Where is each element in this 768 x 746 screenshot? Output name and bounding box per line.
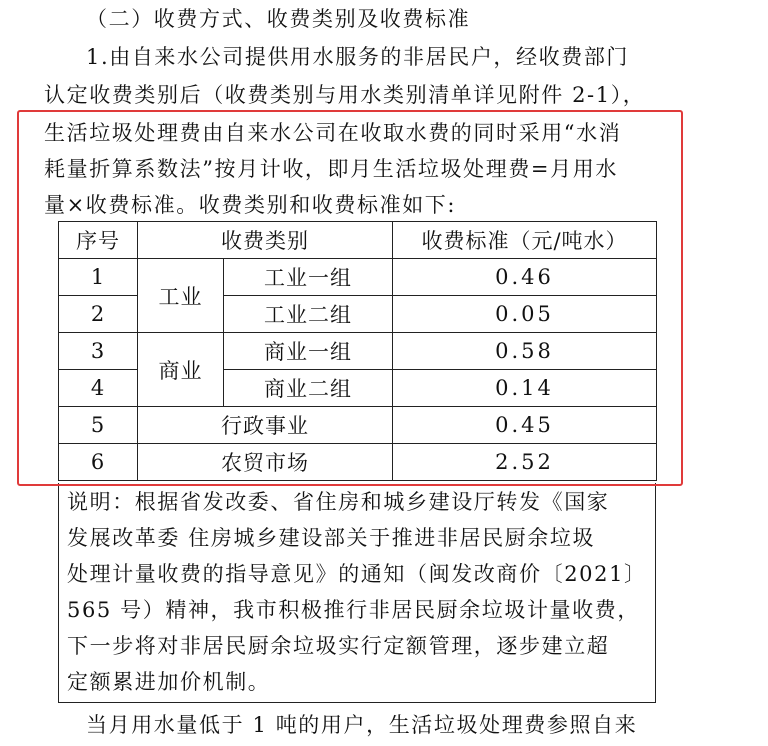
note-line: 处理计量收费的指导意见》的通知（闽发改商价〔2021〕 [67, 562, 647, 586]
paragraph-line: 耗量折算系数法”按月计收，即月生活垃圾处理费=月用水 [44, 157, 618, 181]
header-category: 收费类别 [138, 222, 393, 259]
row-category: 行政事业 [138, 407, 393, 444]
row-rate: 0.45 [393, 407, 657, 444]
row-subcategory: 商业一组 [224, 333, 393, 370]
row-rate: 0.14 [393, 370, 657, 407]
row-no: 6 [59, 444, 138, 481]
group-industry: 工业 [138, 259, 224, 333]
header-rate: 收费标准（元/吨水） [393, 222, 657, 259]
row-subcategory: 工业一组 [224, 259, 393, 296]
row-no: 1 [59, 259, 138, 296]
paragraph-line: 认定收费类别后（收费类别与用水类别清单详见附件 2-1）， [44, 83, 646, 107]
row-subcategory: 工业二组 [224, 296, 393, 333]
note-line: 下一步将对非居民厨余垃圾实行定额管理，逐步建立超 [67, 634, 610, 658]
row-no: 5 [59, 407, 138, 444]
row-no: 2 [59, 296, 138, 333]
note-line: 发展改革委 住房城乡建设部关于推进非居民厨余垃圾 [67, 526, 596, 550]
row-subcategory: 商业二组 [224, 370, 393, 407]
note-line: 565 号）精神，我市积极推行非居民厨余垃圾计量收费， [67, 598, 640, 622]
header-no: 序号 [59, 222, 138, 259]
note-box [58, 483, 656, 703]
row-no: 3 [59, 333, 138, 370]
row-no: 4 [59, 370, 138, 407]
note-line: 说明：根据省发改委、省住房和城乡建设厅转发《国家 [67, 490, 610, 514]
paragraph-line: 量×收费标准。收费类别和收费标准如下: [44, 193, 457, 217]
highlight-box [17, 110, 683, 486]
row-category: 农贸市场 [138, 444, 393, 481]
paragraph-line: 1.由自来水公司提供用水服务的非居民户，经收费部门 [86, 45, 630, 69]
row-rate: 0.58 [393, 333, 657, 370]
row-rate: 2.52 [393, 444, 657, 481]
row-rate: 0.46 [393, 259, 657, 296]
row-rate: 0.05 [393, 296, 657, 333]
section-heading: （二）收费方式、收费类别及收费标准 [86, 7, 471, 31]
group-commerce: 商业 [138, 333, 224, 407]
note-line: 定额累进加价机制。 [67, 670, 271, 694]
paragraph-line: 生活垃圾处理费由自来水公司在收取水费的同时采用“水消 [44, 121, 622, 145]
paragraph-line: 当月用水量低于 1 吨的用户，生活垃圾处理费参照自来 [86, 713, 638, 737]
